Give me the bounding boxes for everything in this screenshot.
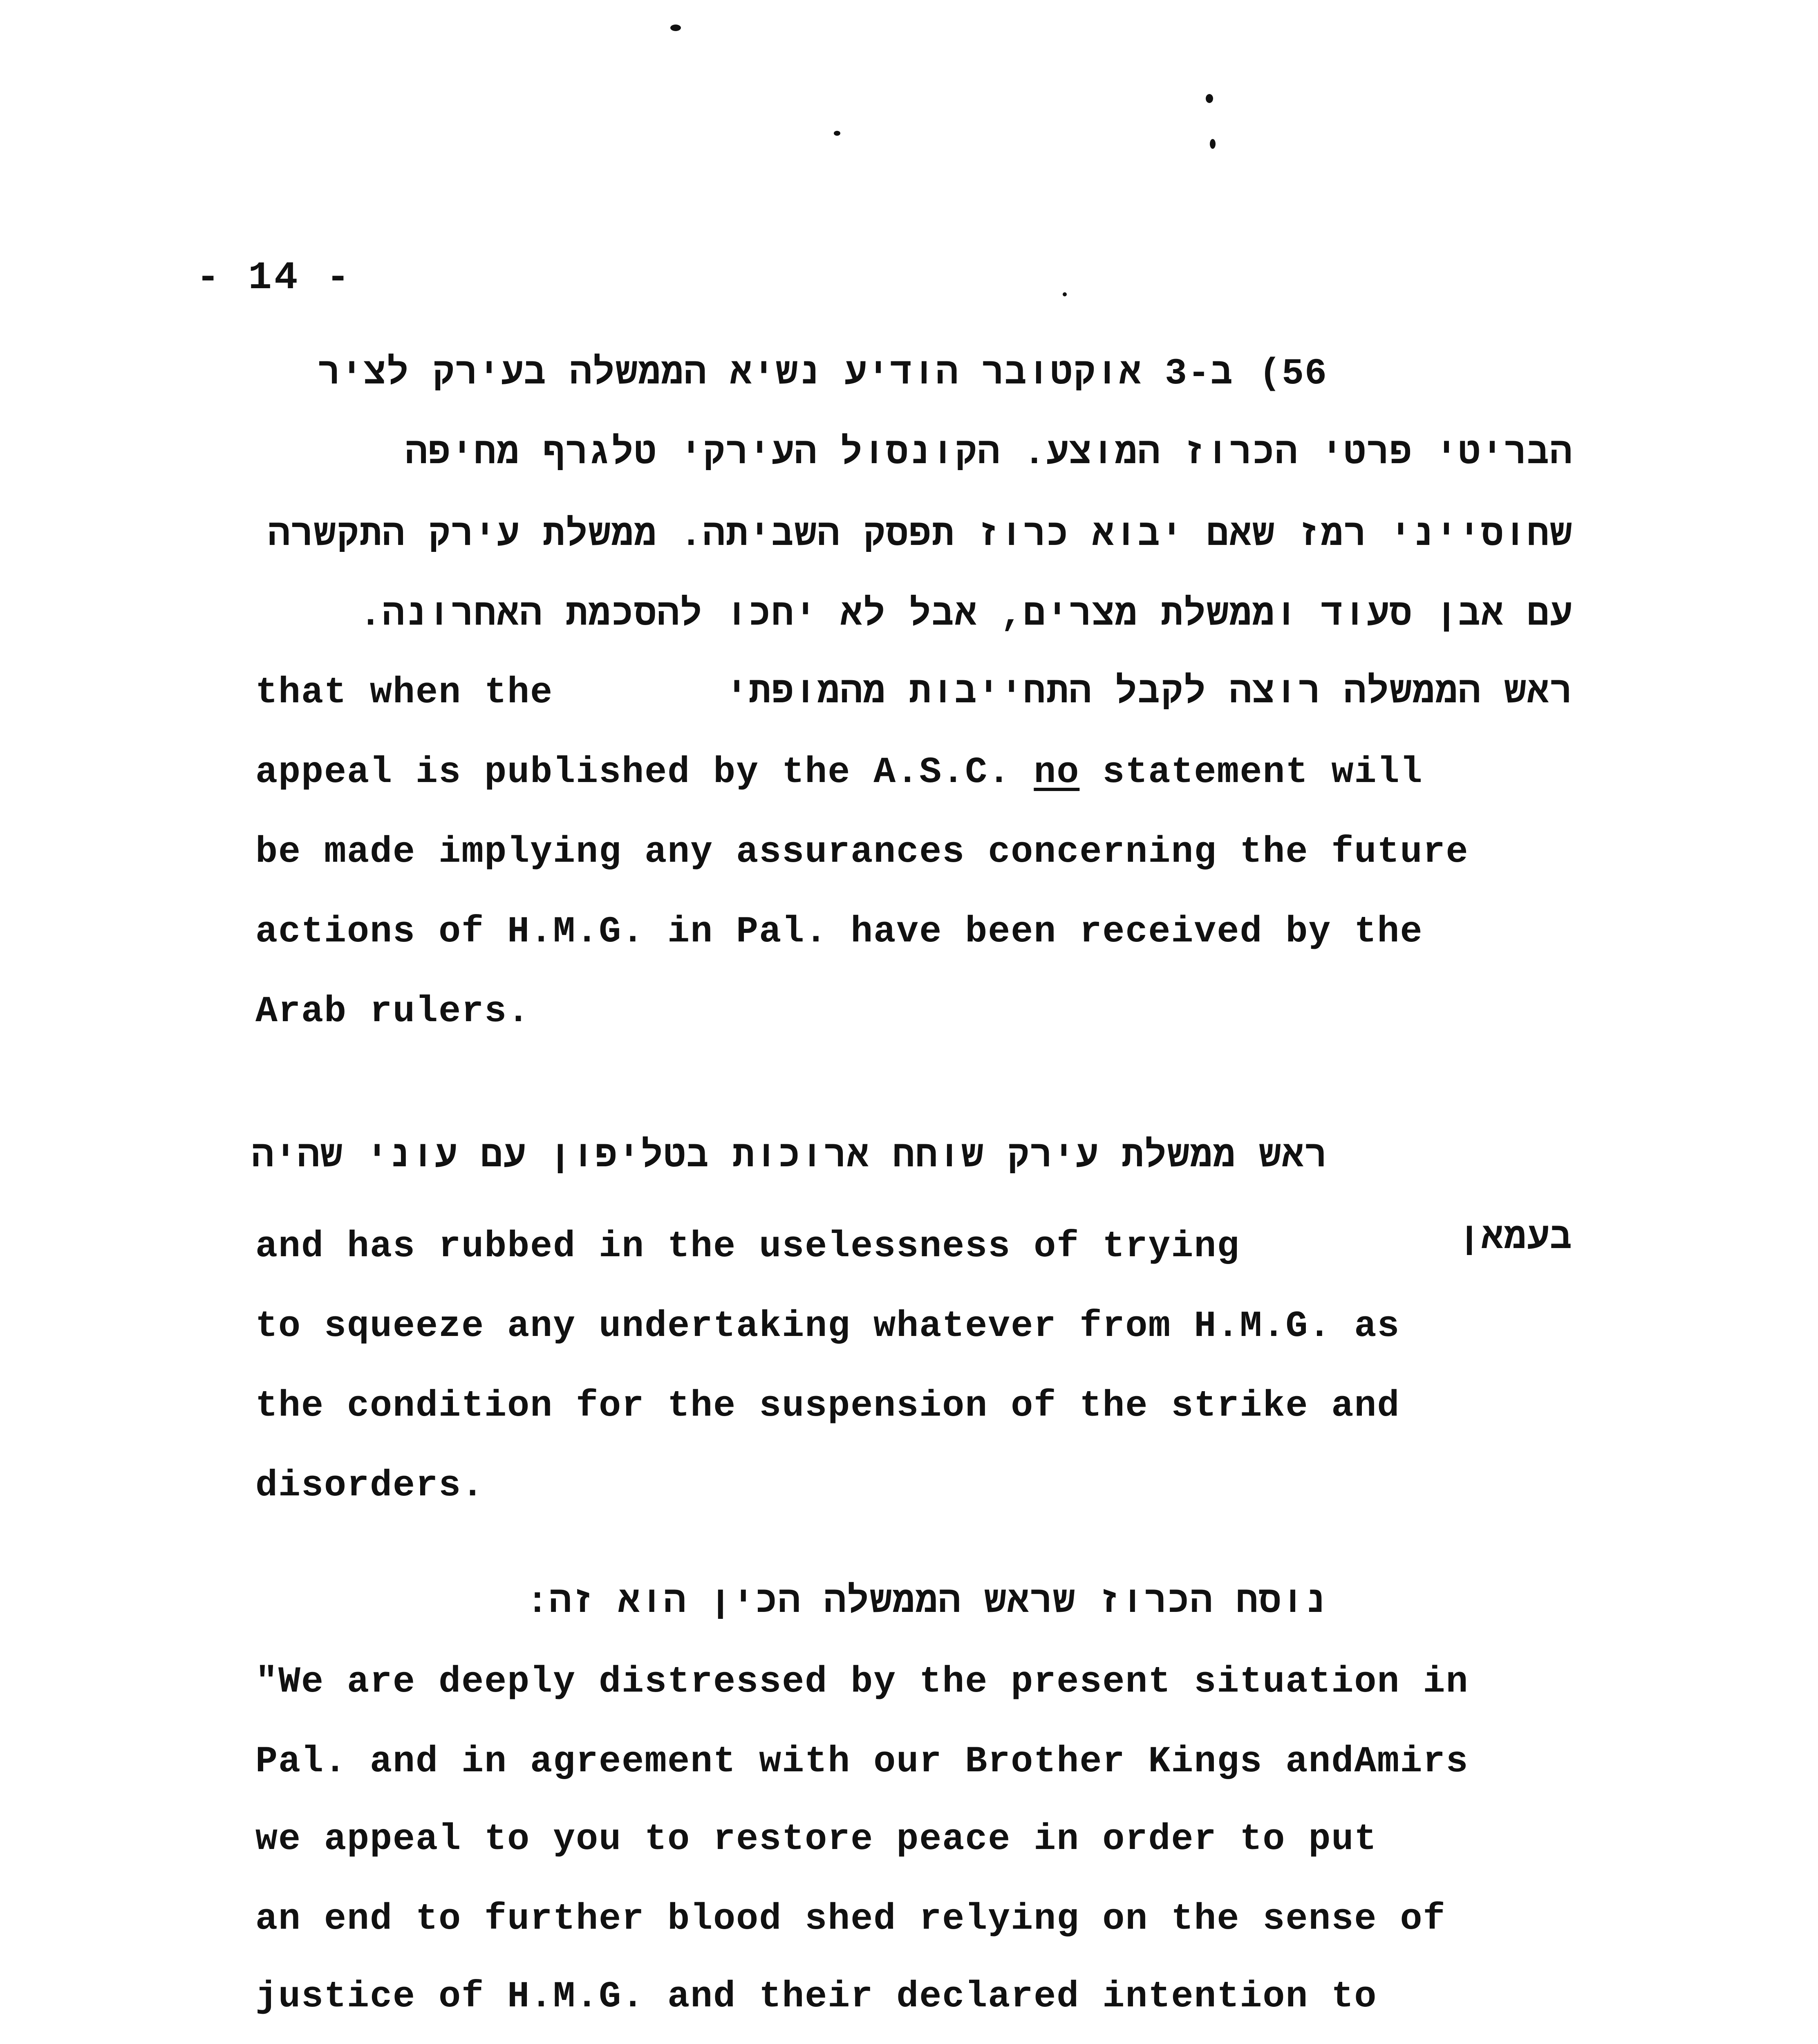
scan-speck xyxy=(1063,292,1067,296)
hebrew-line: נוסח הכרוז שראש הממשלה הכין הוא זה: xyxy=(526,1582,1328,1623)
english-line: "We are deeply distressed by the present situation in xyxy=(255,1661,1469,1703)
english-line: that when the xyxy=(255,672,553,714)
english-line: justice of H.M.G. and their declared intention to xyxy=(255,1976,1377,2018)
hebrew-line: ראש ממשלת עירק שוחח ארוכות בטליפון עם עוני שהיה xyxy=(251,1136,1328,1178)
english-line: to squeeze any undertaking whatever from H.M.G. as xyxy=(255,1306,1400,1347)
scan-speck xyxy=(670,25,681,31)
english-line: actions of H.M.G. in Pal. have been received by the xyxy=(255,911,1423,953)
english-line: we appeal to you to restore peace in order to put xyxy=(255,1819,1377,1860)
scan-speck xyxy=(834,131,840,136)
english-line: and has rubbed in the uselessness of trying xyxy=(255,1226,1240,1268)
hebrew-line: הבריטי פרטי הכרוז המוצע. הקונסול העירקי טלגרף מחיפה xyxy=(405,433,1573,475)
item-number: (56 xyxy=(1259,353,1328,395)
english-line: disorders. xyxy=(255,1465,485,1507)
english-line: be made implying any assurances concerning the future xyxy=(255,831,1469,873)
scan-speck xyxy=(1210,139,1216,149)
english-line: Arab rulers. xyxy=(255,991,531,1033)
hebrew-line: ראש הממשלה רוצה לקבל התחייבות מהמופתי xyxy=(725,672,1573,714)
hebrew-line: בעמאן xyxy=(1458,1218,1573,1260)
scan-speck xyxy=(1206,94,1213,103)
english-line: appeal is published by the A.S.C. no statement will xyxy=(255,752,1423,793)
english-line: the condition for the suspension of the strike and xyxy=(255,1385,1400,1427)
underlined-word: no xyxy=(1034,752,1080,793)
hebrew-line: עם אבן סעוד וממשלת מצרים, אבל לא יחכו להסכמת האחרונה. xyxy=(359,594,1573,636)
english-line: Pal. and in agreement with our Brother Kings andAmirs xyxy=(255,1741,1469,1783)
hebrew-line: ב-3 אוקטובר הודיע נשיא הממשלה בעירק לציר xyxy=(318,353,1234,395)
page-number: - 14 - xyxy=(196,256,352,300)
hebrew-line: שחוסייני רמז שאם יבוא כרוז תפסק השביתה. ממשלת עירק התקשרה xyxy=(268,515,1573,556)
english-line: an end to further blood shed relying on the sense of xyxy=(255,1898,1446,1940)
